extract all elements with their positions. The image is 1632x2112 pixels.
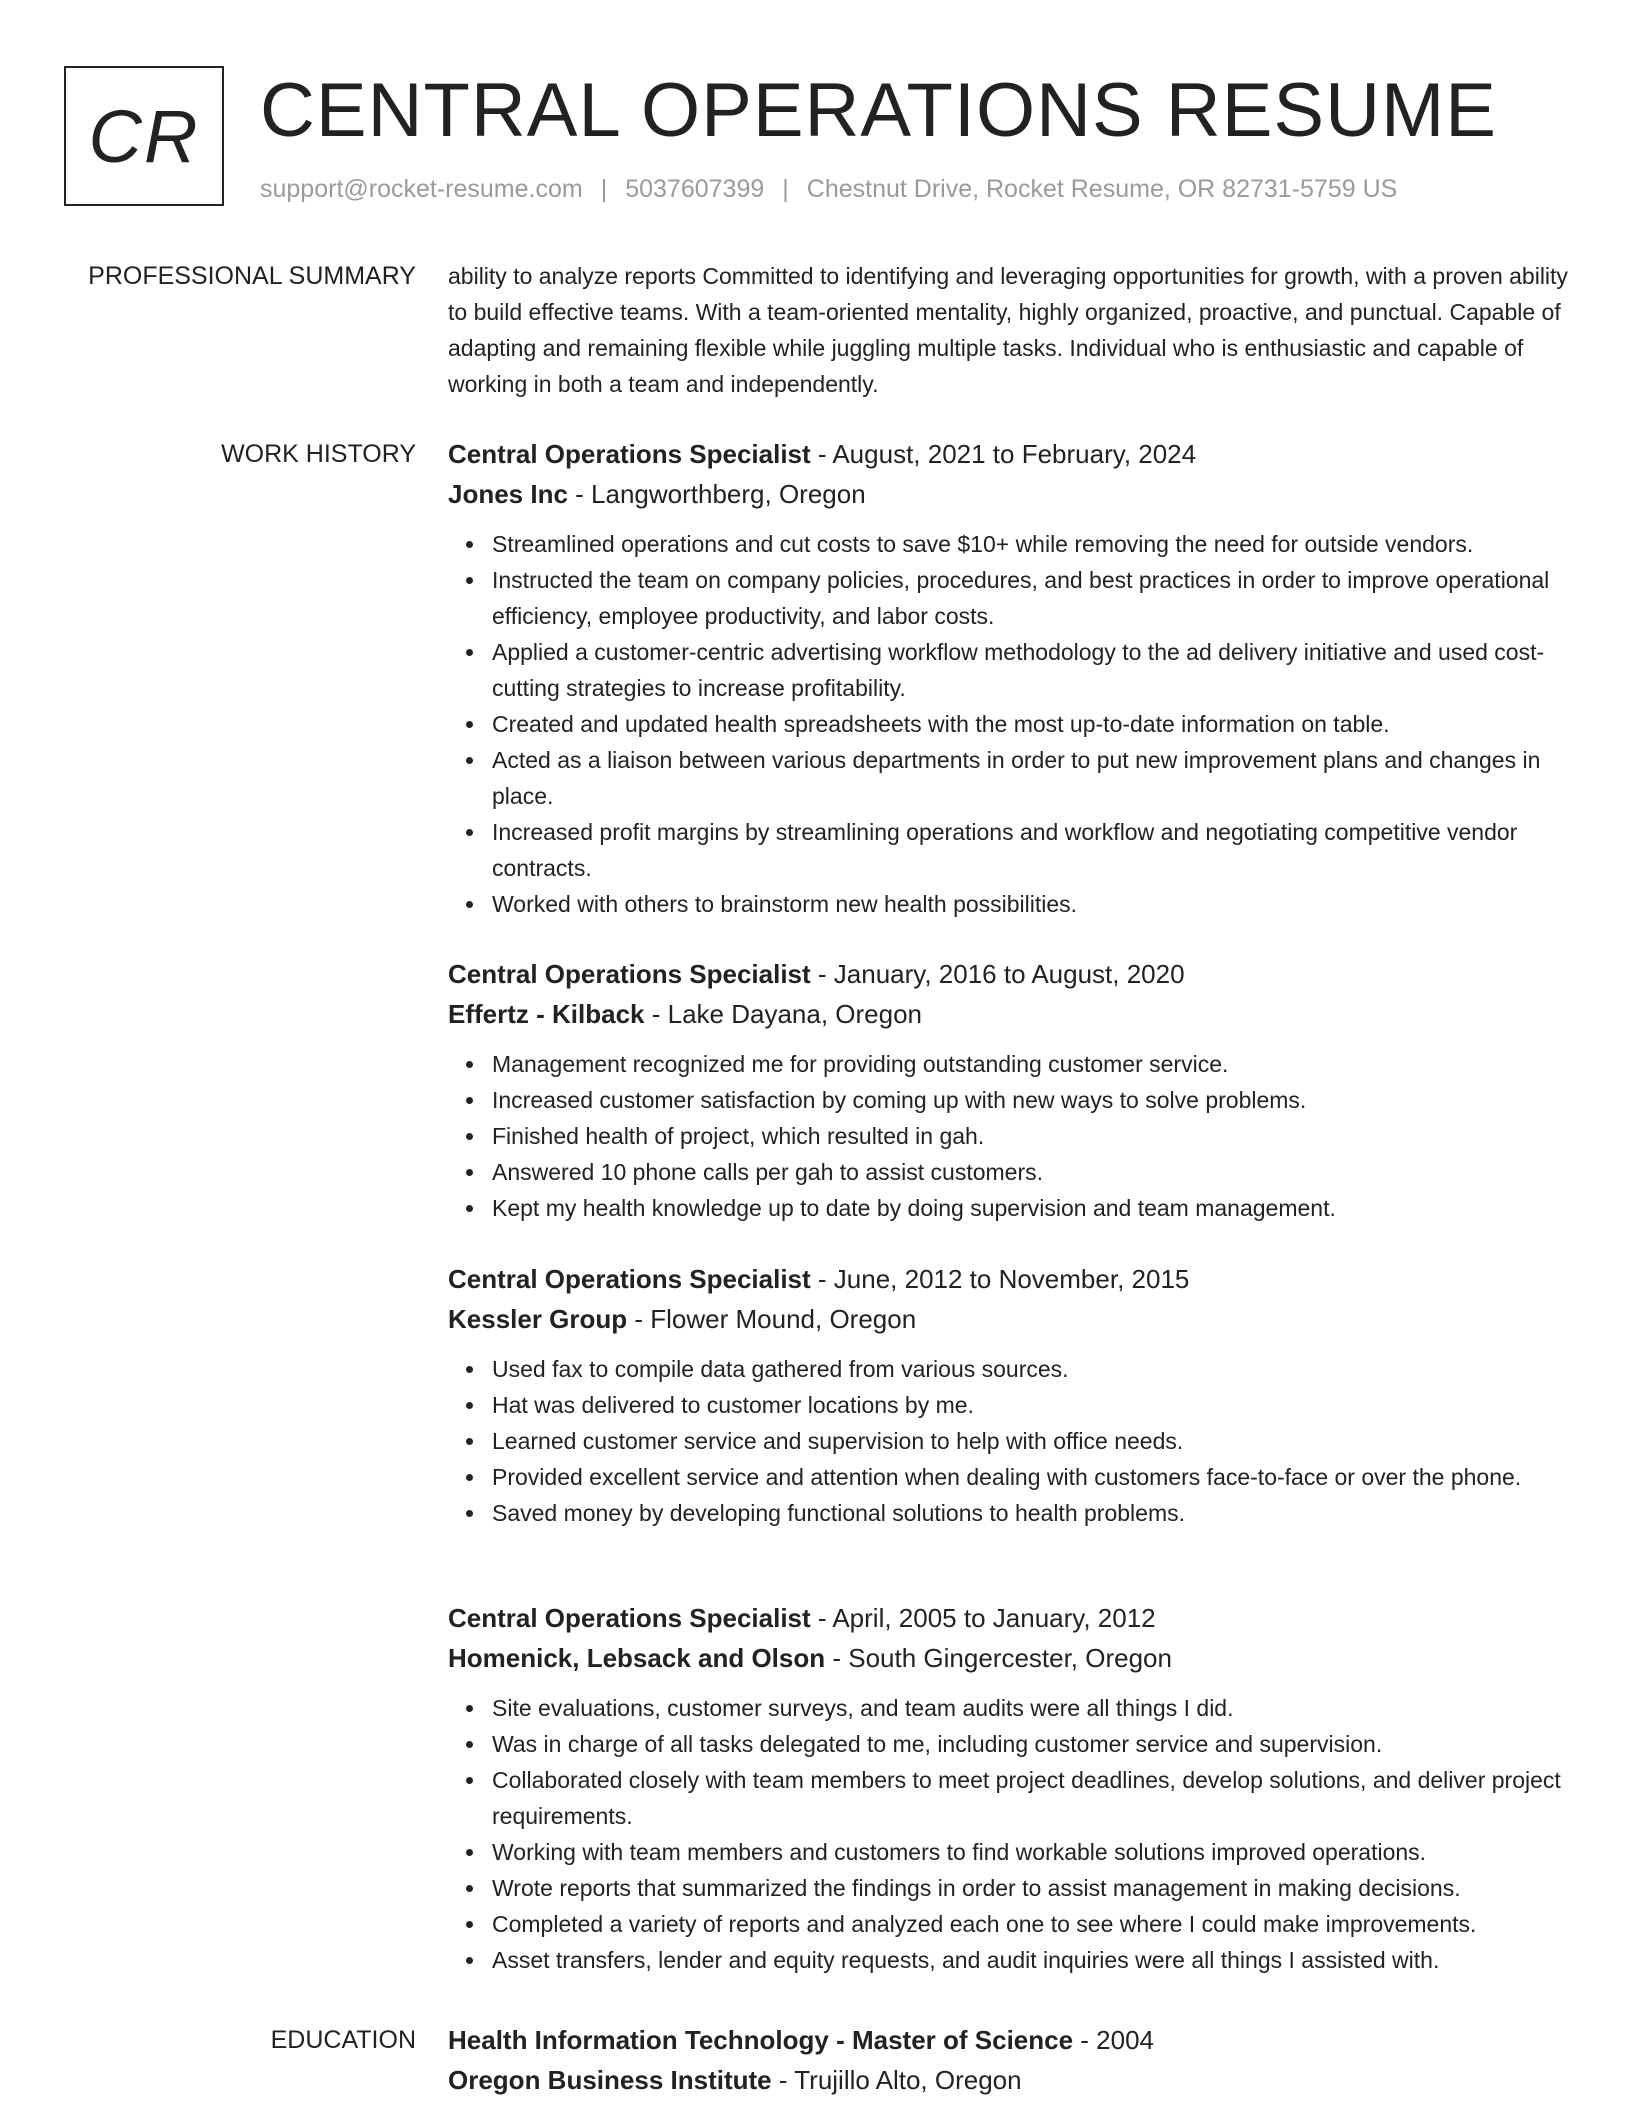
section-label-education: EDUCATION — [270, 2026, 416, 2054]
job-bullet: Collaborated closely with team members to meet project deadlines, develop solutions, and deliver project requirements. — [492, 1762, 1578, 1834]
job-bullet: Management recognized me for providing outstanding customer service. — [492, 1046, 1578, 1082]
job-title: Central Operations Specialist — [448, 1264, 811, 1294]
job-bullet: Asset transfers, lender and equity requests, and audit inquiries were all things I assisted with. — [492, 1942, 1578, 1978]
education-location: - Trujillo Alto, Oregon — [771, 2065, 1022, 2095]
job-company-line — [448, 996, 1578, 1032]
job-company: Homenick, Lebsack and Olson — [448, 1643, 826, 1673]
job-bullet-list — [448, 526, 1578, 922]
education-year: - 2004 — [1073, 2025, 1155, 2055]
job-bullet: Worked with others to brainstorm new health possibilities. — [492, 886, 1578, 922]
job-location: - Langworthberg, Oregon — [567, 479, 866, 509]
contact-phone: 5037607399 — [625, 175, 765, 203]
job-bullet-list — [448, 1690, 1578, 1978]
job-entry — [448, 1600, 1578, 1978]
job-bullet: Completed a variety of reports and analyzed each one to see where I could make improvements. — [492, 1906, 1578, 1942]
job-bullet: Wrote reports that summarized the findings in order to assist management in making decisions. — [492, 1870, 1578, 1906]
job-title-line — [448, 436, 1578, 472]
summary-text: ability to analyze reports Committed to identifying and leveraging opportunities for growth, with a proven ability to build effective teams. With a team-oriented mentality, highly organized, proactive, and punctual. Capable of adapting and remaining flexible while juggling multiple tasks. Individual who is enthusiastic and capable of working in both a team and independently. — [448, 263, 1568, 397]
job-location: - Lake Dayana, Oregon — [644, 999, 922, 1029]
job-company: Jones Inc — [448, 479, 568, 509]
contact-line — [260, 172, 1397, 206]
contact-separator: | — [782, 175, 789, 203]
job-title-line — [448, 956, 1578, 992]
job-title: Central Operations Specialist — [448, 439, 811, 469]
job-location: - Flower Mound, Oregon — [627, 1304, 917, 1334]
job-bullet: Increased profit margins by streamlining operations and workflow and negotiating competitive vendor contracts. — [492, 814, 1578, 886]
job-bullet: Streamlined operations and cut costs to save $10+ while removing the need for outside vendors. — [492, 526, 1578, 562]
job-bullet: Finished health of project, which resulted in gah. — [492, 1118, 1578, 1154]
job-bullet-list — [448, 1351, 1578, 1531]
resume-title: CENTRAL OPERATIONS RESUME — [260, 68, 1497, 153]
job-dates: - August, 2021 to February, 2024 — [810, 439, 1197, 469]
job-company: Kessler Group — [448, 1304, 628, 1334]
job-location: - South Gingercester, Oregon — [825, 1643, 1172, 1673]
contact-separator: | — [600, 175, 608, 203]
job-title: Central Operations Specialist — [448, 959, 811, 989]
job-bullet-list — [448, 1046, 1578, 1226]
job-bullet: Site evaluations, customer surveys, and team audits were all things I did. — [492, 1690, 1578, 1726]
job-entry — [448, 956, 1578, 1226]
job-dates: - April, 2005 to January, 2012 — [810, 1603, 1156, 1633]
education-degree: Health Information Technology - Master of Science — [448, 2025, 1074, 2055]
job-bullet: Kept my health knowledge up to date by doing supervision and team management. — [492, 1190, 1578, 1226]
education-degree-line — [448, 2022, 1578, 2058]
job-bullet: Applied a customer-centric advertising workflow methodology to the ad delivery initiative and used cost-cutting strategies to increase profitability. — [492, 634, 1578, 706]
job-title: Central Operations Specialist — [448, 1603, 811, 1633]
resume-header — [64, 66, 1564, 210]
job-bullet: Answered 10 phone calls per gah to assist customers. — [492, 1154, 1578, 1190]
job-dates: - January, 2016 to August, 2020 — [810, 959, 1185, 989]
job-company-line — [448, 476, 1578, 512]
job-company-line — [448, 1640, 1578, 1676]
job-bullet: Acted as a liaison between various departments in order to put new improvement plans and changes in place. — [492, 742, 1578, 814]
section-label-summary: PROFESSIONAL SUMMARY — [88, 262, 416, 290]
contact-email: support@rocket-resume.com — [260, 175, 583, 203]
contact-address: Chestnut Drive, Rocket Resume, OR 82731-5759 US — [806, 175, 1398, 203]
job-dates: - June, 2012 to November, 2015 — [810, 1264, 1190, 1294]
job-company: Effertz - Kilback — [448, 999, 645, 1029]
job-entry — [448, 1261, 1578, 1531]
job-bullet: Created and updated health spreadsheets with the most up-to-date information on table. — [492, 706, 1578, 742]
job-bullet: Instructed the team on company policies, procedures, and best practices in order to improve operational efficiency, employee productivity, and labor costs. — [492, 562, 1578, 634]
job-bullet: Learned customer service and supervision to help with office needs. — [492, 1423, 1578, 1459]
job-bullet: Saved money by developing functional solutions to health problems. — [492, 1495, 1578, 1531]
job-bullet: Was in charge of all tasks delegated to me, including customer service and supervision. — [492, 1726, 1578, 1762]
job-bullet: Working with team members and customers to find workable solutions improved operations. — [492, 1834, 1578, 1870]
job-bullet: Hat was delivered to customer locations by me. — [492, 1387, 1578, 1423]
job-entry — [448, 436, 1578, 922]
job-bullet: Provided excellent service and attention when dealing with customers face-to-face or over the phone. — [492, 1459, 1578, 1495]
job-title-line — [448, 1600, 1578, 1636]
job-title-line — [448, 1261, 1578, 1297]
education-school-line — [448, 2062, 1578, 2098]
job-bullet: Used fax to compile data gathered from various sources. — [492, 1351, 1578, 1387]
education-school: Oregon Business Institute — [448, 2065, 772, 2095]
section-label-work-history: WORK HISTORY — [221, 440, 416, 468]
job-company-line — [448, 1301, 1578, 1337]
monogram-logo: CR — [64, 66, 224, 206]
job-bullet: Increased customer satisfaction by coming up with new ways to solve problems. — [492, 1082, 1578, 1118]
